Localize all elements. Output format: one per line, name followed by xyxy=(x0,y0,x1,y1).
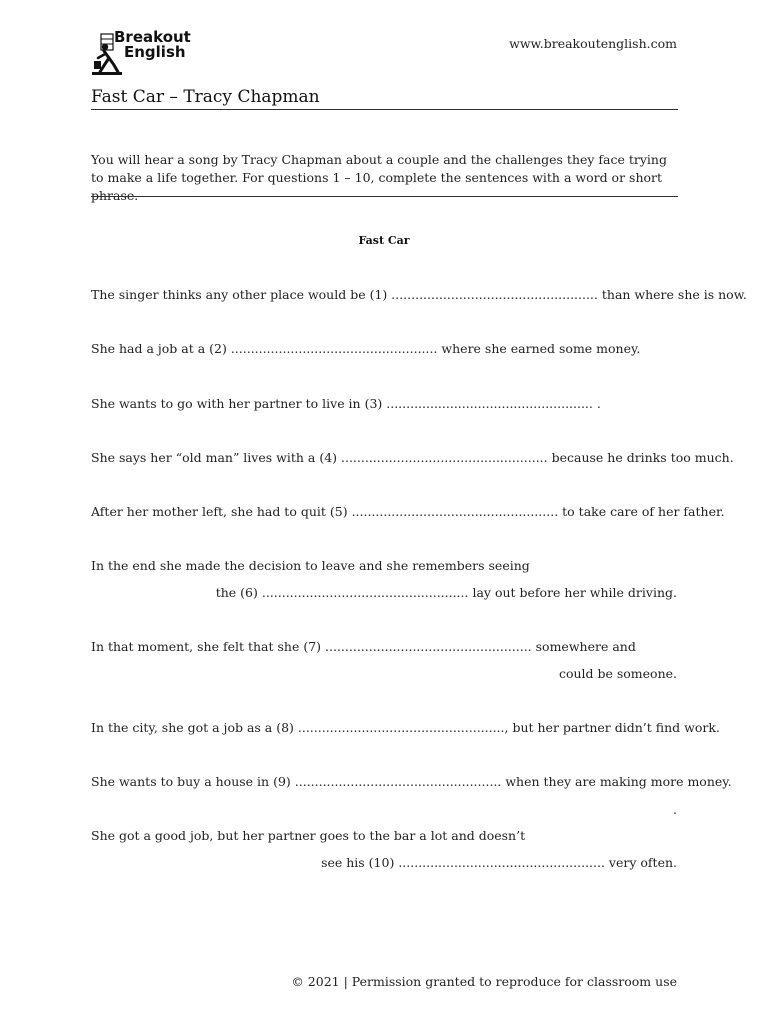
answer-blank-3[interactable]: .................................................... xyxy=(386,396,593,411)
breakout-english-logo xyxy=(92,28,212,78)
question-7-line2: could be someone. xyxy=(558,666,677,681)
title-divider xyxy=(91,109,678,110)
question-5: After her mother left, she had to quit (5) .................................................... to take care of her father. xyxy=(91,504,725,519)
website-link[interactable]: www.breakoutenglish.com xyxy=(509,36,677,51)
question-7: In that moment, she felt that she (7) .................................................... somewhere and xyxy=(91,639,636,654)
section-title: Fast Car xyxy=(358,234,410,247)
question-10-line1: She got a good job, but her partner goes to the bar a lot and doesn’t xyxy=(91,828,526,843)
answer-blank-1[interactable]: .................................................... xyxy=(391,287,598,302)
answer-blank-2[interactable]: .................................................... xyxy=(230,341,438,356)
logo-line1: Breakout xyxy=(114,28,191,46)
answer-blank-10[interactable]: .................................................... xyxy=(398,855,605,870)
logo-line2: English xyxy=(124,43,186,61)
answer-blank-9[interactable]: .................................................... xyxy=(294,774,502,789)
answer-blank-7[interactable]: .................................................... xyxy=(325,639,532,654)
answer-blank-6[interactable]: .................................................... xyxy=(261,585,469,600)
answer-blank-5[interactable]: .................................................... xyxy=(351,504,559,519)
instructions-divider xyxy=(91,196,678,197)
question-2: She had a job at a (2) .................................................... where she earned some money. xyxy=(91,341,641,356)
question-3: She wants to go with her partner to live in (3) .................................................... . xyxy=(91,396,601,411)
copyright-footer: © 2021 | Permission granted to reproduce for classroom use xyxy=(291,974,677,989)
instructions-text: You will hear a song by Tracy Chapman about a couple and the challenges they face trying to make a life together. For questions 1 – 10, complete the sentences with a word or short phrase. xyxy=(91,152,667,203)
question-4: She says her “old man” lives with a (4) .................................................... because he drinks too much. xyxy=(91,450,734,465)
question-9: She wants to buy a house in (9) .................................................... when they are making more money. xyxy=(91,774,732,789)
question-6-line1: In the end she made the decision to leave and she remembers seeing xyxy=(91,558,530,573)
question-6: the (6) .................................................... lay out before her while driving. xyxy=(215,585,677,600)
question-10: see his (10) .................................................... very often. xyxy=(321,855,677,870)
answer-blank-4[interactable]: .................................................... xyxy=(341,450,548,465)
question-8: In the city, she got a job as a (8) ...................................................., but her partner didn’t find work. xyxy=(91,720,720,735)
answer-blank-8[interactable]: .................................................... xyxy=(297,720,505,735)
page-title: Fast Car – Tracy Chapman xyxy=(91,87,320,107)
stray-period: . xyxy=(673,802,677,817)
logo-text xyxy=(114,30,191,60)
question-1: The singer thinks any other place would be (1) .................................................... than where she is now. xyxy=(91,287,747,302)
